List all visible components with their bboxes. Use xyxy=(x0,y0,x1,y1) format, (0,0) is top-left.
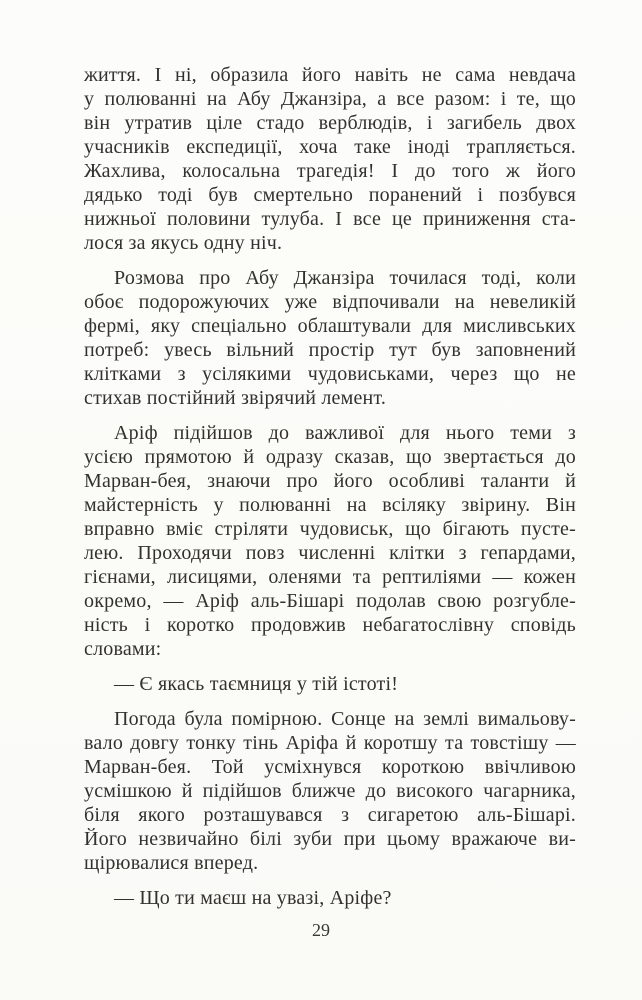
text-line: біля якого розташувався з сигаретою аль-Бішарі. xyxy=(84,804,576,826)
text-line: нижньої половини тулуба. І все це приниження ста- xyxy=(84,208,576,230)
text-line: ність і коротко продовжив небагатослівну сповідь xyxy=(84,614,576,636)
text-line: усією прямотою й одразу сказав, що звертається до xyxy=(84,446,576,468)
text-line: обоє подорожуючих уже відпочивали на невеликій xyxy=(84,291,576,313)
text-line: вало довгу тонку тінь Аріфа й коротшу та товстішу — xyxy=(84,732,576,754)
text-line: майстерність у полюванні на всіляку звірину. Він xyxy=(84,494,576,516)
text-line: щірювалися вперед. xyxy=(84,852,259,874)
text-line: життя. І ні, образила його навіть не сама невдача xyxy=(84,64,576,86)
text-line: вправно вміє стріляти чудовиськ, що бігають пусте- xyxy=(84,518,576,540)
text-line: він утратив ціле стадо верблюдів, і загибель двох xyxy=(84,112,576,134)
text-line: учасників експедиції, хоча таке іноді трапляється. xyxy=(84,136,576,158)
text-line: Марван-бея. Той усміхнувся короткою ввічливою xyxy=(84,756,576,778)
paragraph-arif xyxy=(84,421,576,661)
text-line: стихав постійний звірячий лемент. xyxy=(84,387,387,409)
text-line: у полюванні на Абу Джанзіра, а все разом: і те, що xyxy=(84,88,576,110)
text-line: словами: xyxy=(84,638,162,660)
dialogue-question xyxy=(84,886,576,910)
paragraph-life xyxy=(84,63,576,255)
text-line: гієнами, лисицями, оленями та рептиліями — кожен xyxy=(84,566,576,588)
page-number: 29 xyxy=(312,920,330,940)
text-line: лося за якусь одну ніч. xyxy=(84,232,283,254)
text-line: окремо, — Аріф аль-Бішарі подолав свою розгубле- xyxy=(84,590,576,612)
text-line: — Що ти маєш на увазі, Аріфе? xyxy=(114,887,392,909)
paragraph-weather xyxy=(84,707,576,875)
paragraph-conversation xyxy=(84,266,576,410)
text-line: клітками з усілякими чудовиськами, через що не xyxy=(84,363,576,385)
text-line: лею. Проходячи повз численні клітки з гепардами, xyxy=(84,542,576,564)
text-line: Його незвичайно білі зуби при цьому вражаюче ви- xyxy=(84,828,576,850)
text-line: Розмова про Абу Джанзіра точилася тоді, коли xyxy=(114,267,576,289)
text-line: Аріф підійшов до важливої для нього теми з xyxy=(114,422,576,444)
text-line: усмішкою й підійшов ближче до високого чагарника, xyxy=(84,780,576,802)
text-line: потреб: увесь вільний простір тут був заповнений xyxy=(84,339,576,361)
dialogue-mystery xyxy=(84,672,576,696)
text-line: дядько тоді був смертельно поранений і позбувся xyxy=(84,184,576,206)
text-line: — Є якась таємниця у тій істоті! xyxy=(114,673,399,695)
text-line: Марван-бея, знаючи про його особливі таланти й xyxy=(84,470,576,492)
text-line: фермі, яку спеціально облаштували для мисливських xyxy=(84,315,576,337)
text-line: Погода була помірною. Сонце на землі вимальову- xyxy=(114,708,576,730)
text-line: Жахлива, колосальна трагедія! І до того ж його xyxy=(84,160,576,182)
text-block xyxy=(84,63,576,910)
